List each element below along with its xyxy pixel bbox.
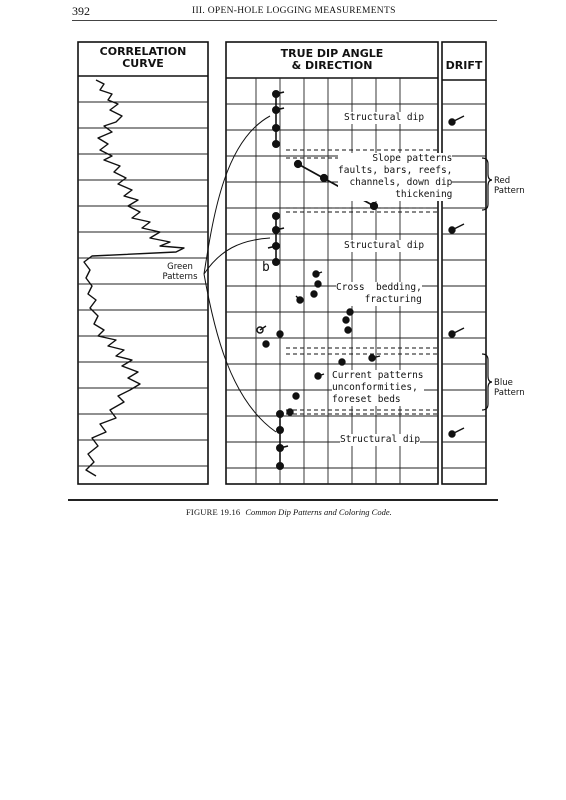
slope-patterns-label: Slope patterns faults, bars, reefs, channels, down dip thickening bbox=[338, 153, 453, 200]
structural-dip-2-marks bbox=[268, 213, 284, 265]
drift-title: DRIFT bbox=[445, 59, 483, 72]
dip-grid-vertical bbox=[256, 78, 400, 484]
blue-pattern-label: Blue Pattern bbox=[494, 378, 525, 398]
pattern-brackets bbox=[482, 158, 492, 410]
figure-caption bbox=[186, 507, 392, 517]
dip-panel bbox=[226, 42, 438, 484]
structural-dip-label-3: Structural dip bbox=[340, 434, 421, 445]
drift-panel bbox=[442, 42, 486, 484]
structural-dip-label-2: Structural dip bbox=[344, 240, 425, 251]
running-head: III. OPEN-HOLE LOGGING MEASUREMENTS bbox=[192, 6, 396, 16]
structural-dip-1-marks bbox=[273, 91, 284, 147]
caption-rule bbox=[68, 499, 498, 501]
cross-bedding-label: Cross bedding, fracturing bbox=[336, 282, 422, 305]
bedding-symbol: b bbox=[262, 260, 270, 275]
current-patterns-label: Current patterns unconformities, foreset beds bbox=[332, 370, 424, 405]
true-dip-title: TRUE DIP ANGLE & DIRECTION bbox=[280, 47, 384, 72]
page-number: 392 bbox=[72, 4, 90, 18]
structural-dip-3-marks bbox=[277, 411, 288, 469]
correlation-grid bbox=[78, 102, 208, 466]
green-patterns-label: Green Patterns bbox=[160, 262, 200, 282]
red-pattern-label: Red Pattern bbox=[494, 176, 525, 196]
correlation-curve-title: CORRELATION CURVE bbox=[99, 45, 187, 70]
figure-number: FIGURE 19.16 bbox=[186, 507, 241, 517]
figure-title: Common Dip Patterns and Coloring Code. bbox=[245, 507, 392, 517]
structural-dip-label-1: Structural dip bbox=[344, 112, 425, 123]
